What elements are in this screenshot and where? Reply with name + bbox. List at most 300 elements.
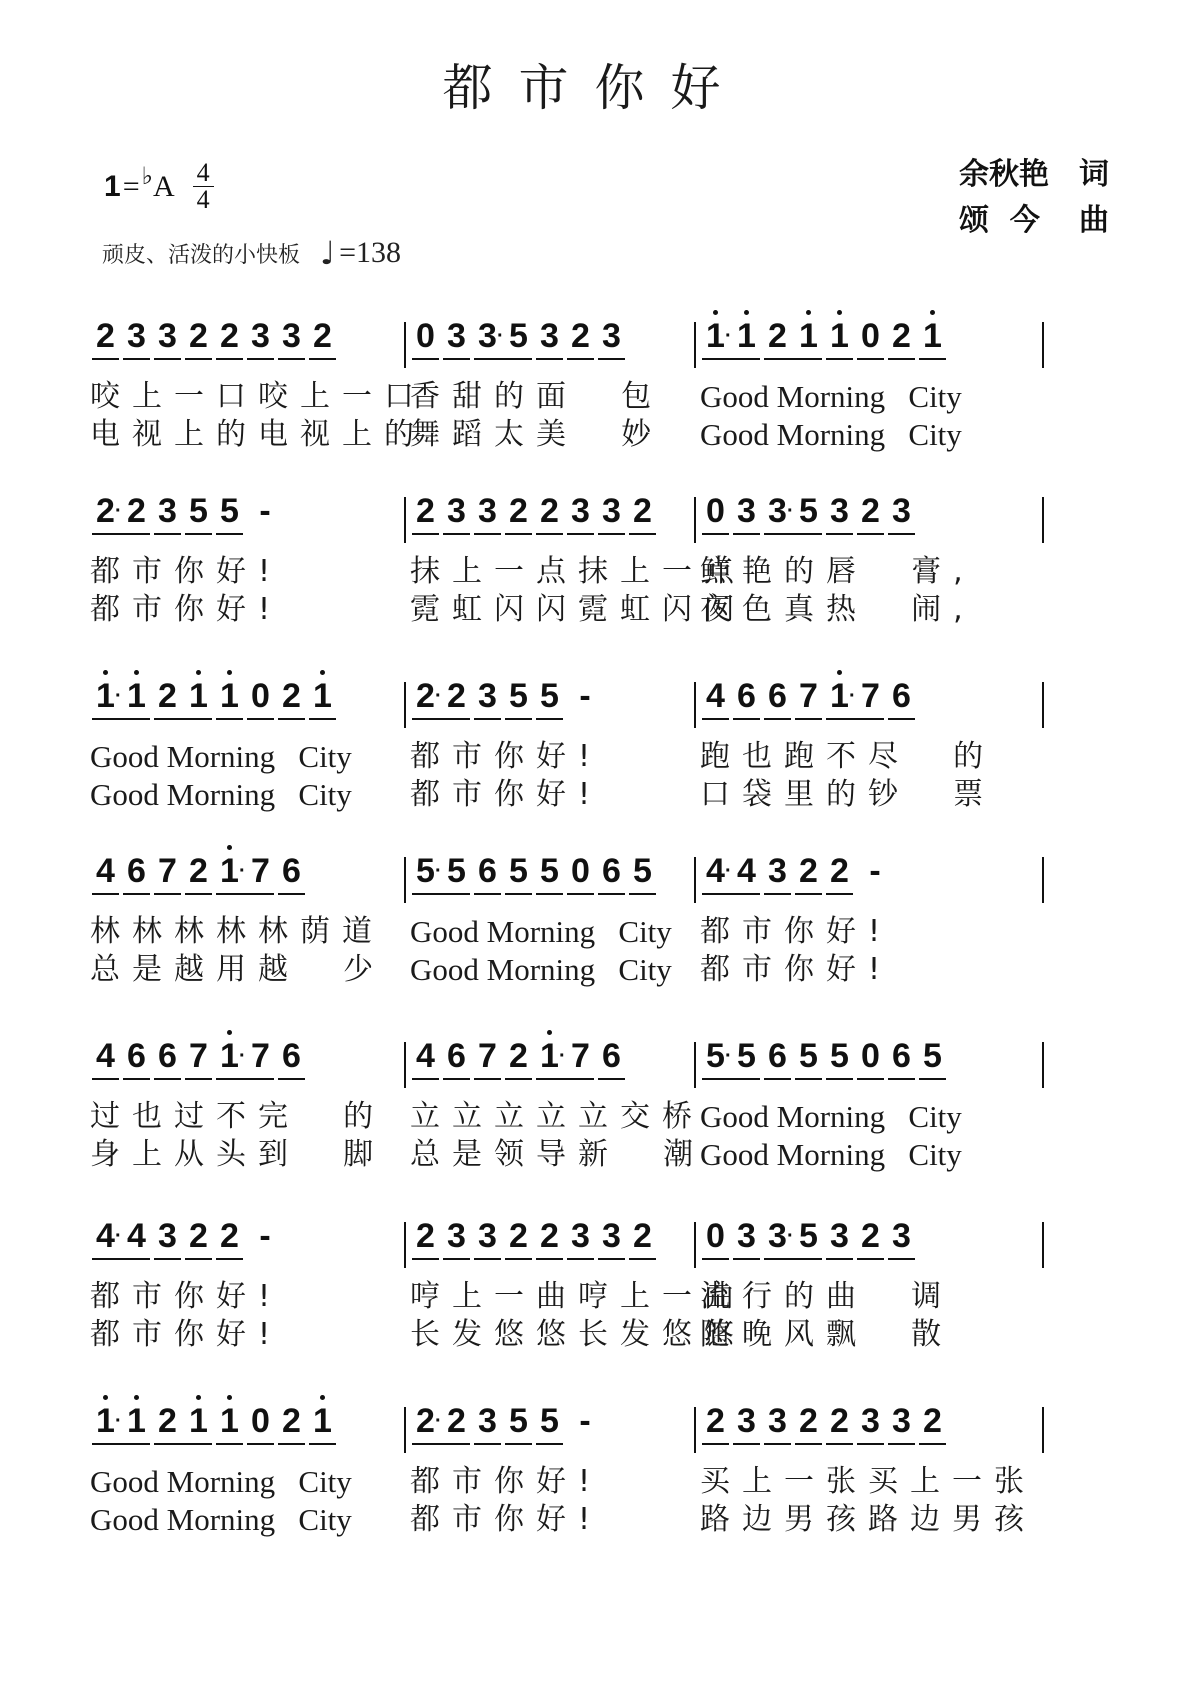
barline bbox=[404, 1407, 406, 1453]
note: 5 bbox=[799, 1037, 818, 1075]
note-group bbox=[410, 1036, 441, 1080]
note-group bbox=[731, 1216, 762, 1260]
note: 4 bbox=[416, 1037, 435, 1075]
measure bbox=[90, 650, 338, 720]
note-group bbox=[90, 316, 121, 360]
note: 2 bbox=[509, 1217, 528, 1255]
note-group bbox=[762, 1401, 793, 1445]
barline bbox=[694, 497, 696, 543]
augmentation-dot: · bbox=[787, 500, 794, 522]
notes-row bbox=[90, 825, 1090, 895]
augmentation-dot: · bbox=[115, 500, 122, 522]
note: 2 bbox=[923, 1402, 942, 1440]
notes-row bbox=[90, 650, 1090, 720]
note-group bbox=[121, 1036, 152, 1080]
note-group bbox=[441, 1036, 472, 1080]
barline bbox=[1042, 1222, 1044, 1268]
note: 3 bbox=[602, 1217, 621, 1255]
note: 4 bbox=[127, 1217, 146, 1255]
key-note: A bbox=[152, 169, 175, 203]
note: 7 bbox=[799, 677, 818, 715]
note: 2 bbox=[416, 492, 435, 530]
augmentation-dot: · bbox=[115, 1410, 122, 1432]
note-group bbox=[700, 316, 762, 360]
note: 2 bbox=[799, 852, 818, 890]
lyric-line-2 bbox=[90, 776, 1090, 814]
note-group bbox=[731, 676, 762, 720]
lyric-line-2 bbox=[90, 1316, 1090, 1354]
lyric-line-1 bbox=[90, 738, 1090, 776]
lyric-segment: Good Morning City bbox=[700, 1137, 962, 1172]
note: 2 bbox=[509, 492, 528, 530]
note: 6 bbox=[737, 677, 756, 715]
note: 3 bbox=[737, 492, 756, 530]
barline bbox=[1042, 322, 1044, 368]
note-group bbox=[152, 676, 214, 720]
note-group bbox=[596, 1216, 627, 1260]
note: 2 bbox=[892, 317, 911, 355]
sustain-dash: - bbox=[579, 1402, 591, 1440]
augmentation-dot: · bbox=[559, 1045, 566, 1067]
lyric-line-2 bbox=[90, 1136, 1090, 1174]
lyric-segment: 都市你好! bbox=[410, 777, 603, 812]
note-group bbox=[245, 316, 276, 360]
note: 0 bbox=[861, 317, 880, 355]
notes-row bbox=[90, 1010, 1090, 1080]
note: 1 bbox=[824, 676, 855, 716]
note: 2 bbox=[633, 492, 652, 530]
barline bbox=[1042, 857, 1044, 903]
barline bbox=[694, 682, 696, 728]
note: 2 bbox=[313, 317, 332, 355]
note-group bbox=[472, 1036, 503, 1080]
song-title: 都市你好 bbox=[442, 59, 747, 117]
augmentation-dot: · bbox=[435, 1410, 442, 1432]
barline bbox=[404, 322, 406, 368]
note: 6 bbox=[447, 1037, 466, 1075]
note: 3 bbox=[447, 1217, 466, 1255]
note-group bbox=[700, 491, 731, 535]
augmentation-dot: · bbox=[239, 1045, 246, 1067]
note-group bbox=[410, 1216, 441, 1260]
note-group bbox=[700, 1216, 731, 1260]
note: 2 bbox=[189, 317, 208, 355]
lyric-segment: 过也过不完 的 bbox=[90, 1099, 386, 1134]
note-group bbox=[472, 851, 503, 895]
note-group bbox=[534, 851, 565, 895]
note-group bbox=[214, 1401, 245, 1445]
note: 6 bbox=[127, 1037, 146, 1075]
time-signature-denominator: 4 bbox=[196, 185, 210, 214]
note: 1 bbox=[90, 676, 121, 716]
note: 5 bbox=[923, 1037, 942, 1075]
note: 3 bbox=[768, 852, 787, 890]
key-equals: = bbox=[122, 169, 140, 203]
lyric-segment: 都市你好! bbox=[410, 1464, 603, 1499]
system bbox=[90, 1010, 1090, 1174]
tempo-expression: 顽皮、活泼的小快板 bbox=[102, 242, 301, 268]
note: 1 bbox=[534, 1036, 565, 1076]
lyricist-role: 词 bbox=[1079, 157, 1109, 192]
note-group bbox=[700, 676, 731, 720]
note-group bbox=[762, 491, 824, 535]
note: 2 bbox=[416, 1217, 435, 1255]
note: 1 bbox=[700, 316, 731, 356]
augmentation-dot: · bbox=[787, 1225, 794, 1247]
time-signature-numerator: 4 bbox=[193, 160, 214, 187]
note-group bbox=[410, 676, 472, 720]
note: 5 bbox=[540, 677, 559, 715]
note: 3 bbox=[127, 317, 146, 355]
note-group bbox=[886, 1401, 917, 1445]
system bbox=[90, 1190, 1090, 1354]
note-group bbox=[90, 491, 152, 535]
note: 3 bbox=[478, 1402, 497, 1440]
note: 5 bbox=[509, 1402, 528, 1440]
lyric-segment: 随晚风飘 散 bbox=[700, 1317, 954, 1352]
measure bbox=[700, 465, 917, 535]
augmentation-dot: · bbox=[239, 860, 246, 882]
note: 0 bbox=[706, 1217, 725, 1255]
barline bbox=[1042, 1042, 1044, 1088]
note: 3 bbox=[158, 317, 177, 355]
note: 1 bbox=[90, 1401, 121, 1441]
lyric-segment: 买上一张买上一张 bbox=[700, 1464, 1036, 1499]
note-group bbox=[214, 316, 245, 360]
note: 2 bbox=[158, 677, 177, 715]
note: 1 bbox=[917, 316, 948, 356]
system bbox=[90, 650, 1090, 814]
note: 3 bbox=[478, 677, 497, 715]
note: 3 bbox=[861, 1402, 880, 1440]
note-group bbox=[410, 1401, 472, 1445]
note: 3 bbox=[571, 1217, 590, 1255]
lyric-segment: 长发悠悠长发悠悠 bbox=[410, 1317, 746, 1352]
note-group bbox=[214, 1216, 245, 1260]
lyric-line-1 bbox=[90, 553, 1090, 591]
lyric-segment: 鲜艳的唇 膏, bbox=[700, 554, 975, 589]
note-group bbox=[700, 851, 762, 895]
note-group bbox=[121, 851, 152, 895]
note-group bbox=[90, 1401, 152, 1445]
note: 6 bbox=[282, 1037, 301, 1075]
note-group bbox=[886, 676, 917, 720]
note: 3 bbox=[478, 317, 497, 355]
note: 6 bbox=[127, 852, 146, 890]
note-group bbox=[503, 676, 534, 720]
note-group bbox=[917, 1036, 948, 1080]
note: 7 bbox=[478, 1037, 497, 1075]
note: 0 bbox=[571, 852, 590, 890]
measure bbox=[410, 290, 627, 360]
lyric-segment: 口袋里的钞 票 bbox=[700, 777, 996, 812]
lyric-segment: Good Morning City bbox=[410, 914, 672, 949]
augmentation-dot: · bbox=[725, 1045, 732, 1067]
note-group bbox=[214, 491, 245, 535]
note-group bbox=[700, 1036, 762, 1080]
note-group bbox=[276, 1036, 307, 1080]
barline bbox=[404, 1042, 406, 1088]
note: 3 bbox=[768, 1402, 787, 1440]
note: 4 bbox=[96, 1037, 115, 1075]
note: 2 bbox=[768, 317, 787, 355]
lyric-segment: 哼上一曲哼上一曲 bbox=[410, 1279, 746, 1314]
sustain-dash: - bbox=[869, 852, 881, 890]
composer-role: 曲 bbox=[1079, 203, 1109, 238]
note: 5 bbox=[220, 492, 239, 530]
system bbox=[90, 465, 1090, 629]
note: 5 bbox=[189, 492, 208, 530]
note-group bbox=[410, 316, 441, 360]
barline bbox=[694, 1222, 696, 1268]
note-group bbox=[472, 1401, 503, 1445]
sustain-dash: - bbox=[259, 492, 271, 530]
note-group bbox=[627, 1216, 658, 1260]
lyricist-credit bbox=[959, 152, 1109, 198]
note-group bbox=[183, 491, 214, 535]
note: 3 bbox=[892, 1217, 911, 1255]
lyric-segment: 夜色真热 闹, bbox=[700, 592, 975, 627]
tempo-marking bbox=[102, 234, 401, 272]
note-group bbox=[793, 851, 824, 895]
lyric-segment: Good Morning City bbox=[700, 379, 962, 414]
note: 2 bbox=[282, 677, 301, 715]
note-group bbox=[855, 491, 886, 535]
note: 1 bbox=[307, 1401, 338, 1441]
note: 0 bbox=[251, 1402, 270, 1440]
note-group bbox=[152, 1036, 183, 1080]
notes-row bbox=[90, 1190, 1090, 1260]
note-group bbox=[534, 1216, 565, 1260]
lyric-segment: 都市你好! bbox=[700, 952, 893, 987]
note-group bbox=[183, 316, 214, 360]
augmentation-dot: · bbox=[849, 685, 856, 707]
lyric-segment: 路边男孩路边男孩 bbox=[700, 1502, 1036, 1537]
note: 2 bbox=[799, 1402, 818, 1440]
note: 2 bbox=[220, 1217, 239, 1255]
measure bbox=[90, 1010, 307, 1080]
note: 0 bbox=[706, 492, 725, 530]
note-group bbox=[245, 491, 285, 535]
note: 2 bbox=[416, 1402, 435, 1440]
note: 2 bbox=[220, 317, 239, 355]
lyric-segment: Good Morning City bbox=[90, 1502, 352, 1537]
note-group bbox=[152, 1401, 214, 1445]
note: 2 bbox=[447, 1402, 466, 1440]
note-group bbox=[596, 316, 627, 360]
lyric-segment: 跑也跑不尽 的 bbox=[700, 739, 996, 774]
lyric-segment: Good Morning City bbox=[700, 417, 962, 452]
note: 2 bbox=[861, 492, 880, 530]
note: 5 bbox=[509, 317, 528, 355]
note: 7 bbox=[861, 677, 880, 715]
note-group bbox=[886, 316, 917, 360]
note-group bbox=[824, 316, 855, 360]
lyric-segment: 都市你好! bbox=[90, 554, 283, 589]
note: 5 bbox=[799, 1217, 818, 1255]
note: 6 bbox=[602, 852, 621, 890]
note: 1 bbox=[121, 1401, 152, 1441]
note: 3 bbox=[768, 492, 787, 530]
note-group bbox=[276, 316, 307, 360]
note-group bbox=[596, 491, 627, 535]
note-group bbox=[276, 676, 307, 720]
note-group bbox=[762, 316, 824, 360]
note-group bbox=[276, 851, 307, 895]
note: 1 bbox=[121, 676, 152, 716]
note: 6 bbox=[158, 1037, 177, 1075]
note: 3 bbox=[251, 317, 270, 355]
note: 3 bbox=[540, 317, 559, 355]
lyric-segment: 抹上一点抹上一点 bbox=[410, 554, 746, 589]
note: 3 bbox=[892, 492, 911, 530]
note-group bbox=[596, 1036, 627, 1080]
measure bbox=[700, 1375, 948, 1445]
note: 5 bbox=[540, 1402, 559, 1440]
measure bbox=[700, 290, 948, 360]
note: 2 bbox=[189, 852, 208, 890]
note: 2 bbox=[706, 1402, 725, 1440]
note-group bbox=[214, 1036, 276, 1080]
lyric-segment: 都市你好! bbox=[410, 739, 603, 774]
note: 1 bbox=[183, 1401, 214, 1441]
note-group bbox=[793, 1401, 824, 1445]
barline bbox=[404, 497, 406, 543]
lyric-segment: 霓虹闪闪霓虹闪闪 bbox=[410, 592, 746, 627]
barline bbox=[1042, 497, 1044, 543]
lyric-segment: 都市你好! bbox=[90, 1279, 283, 1314]
note: 1 bbox=[214, 676, 245, 716]
note-group bbox=[534, 1401, 565, 1445]
lyric-segment: Good Morning City bbox=[90, 739, 352, 774]
barline bbox=[1042, 1407, 1044, 1453]
lyric-segment: Good Morning City bbox=[90, 777, 352, 812]
note-group bbox=[855, 1036, 886, 1080]
note: 5 bbox=[416, 852, 435, 890]
note-group bbox=[152, 491, 183, 535]
note-group bbox=[824, 1216, 855, 1260]
note: 2 bbox=[96, 492, 115, 530]
measure bbox=[410, 1190, 658, 1260]
lyric-line-1 bbox=[90, 1098, 1090, 1136]
tempo-bpm: =138 bbox=[339, 236, 402, 269]
barline bbox=[404, 1222, 406, 1268]
note-group bbox=[307, 1401, 338, 1445]
note: 7 bbox=[571, 1037, 590, 1075]
lyric-line-1 bbox=[90, 913, 1090, 951]
sustain-dash: - bbox=[579, 677, 591, 715]
note-group bbox=[152, 1216, 183, 1260]
note-group bbox=[855, 1216, 886, 1260]
augmentation-dot: · bbox=[725, 860, 732, 882]
note: 5 bbox=[509, 677, 528, 715]
note: 3 bbox=[892, 1402, 911, 1440]
note: 6 bbox=[282, 852, 301, 890]
lyric-segment: 咬上一口咬上一口 bbox=[90, 379, 426, 414]
note-group bbox=[886, 1036, 917, 1080]
note-group bbox=[307, 316, 338, 360]
measure bbox=[410, 825, 658, 895]
note: 2 bbox=[830, 1402, 849, 1440]
note-group bbox=[855, 316, 886, 360]
note-group bbox=[824, 676, 886, 720]
system bbox=[90, 825, 1090, 989]
note: 2 bbox=[416, 677, 435, 715]
measure bbox=[90, 465, 285, 535]
lyric-segment: Good Morning City bbox=[700, 1099, 962, 1134]
note-group bbox=[627, 851, 658, 895]
measure bbox=[700, 1190, 917, 1260]
note: 6 bbox=[892, 1037, 911, 1075]
lyric-segment: 电视上的电视上的 bbox=[90, 417, 426, 452]
note-group bbox=[503, 1216, 534, 1260]
note-group bbox=[627, 491, 658, 535]
note-group bbox=[276, 1401, 307, 1445]
note: 5 bbox=[706, 1037, 725, 1075]
note: 4 bbox=[737, 852, 756, 890]
lyric-line-2 bbox=[90, 951, 1090, 989]
note-group bbox=[762, 851, 793, 895]
note-group bbox=[503, 1401, 534, 1445]
note: 3 bbox=[282, 317, 301, 355]
note: 5 bbox=[540, 852, 559, 890]
note-group bbox=[565, 676, 605, 720]
note: 6 bbox=[478, 852, 497, 890]
note-group bbox=[152, 316, 183, 360]
lyricist-name: 余秋艳 bbox=[959, 157, 1049, 192]
note-group bbox=[824, 1401, 855, 1445]
barline bbox=[694, 322, 696, 368]
note-group bbox=[824, 491, 855, 535]
note-group bbox=[183, 1036, 214, 1080]
note-group bbox=[214, 676, 245, 720]
note: 2 bbox=[158, 1402, 177, 1440]
note: 4 bbox=[706, 852, 725, 890]
note: 4 bbox=[706, 677, 725, 715]
note-group bbox=[534, 1036, 596, 1080]
measure bbox=[700, 1010, 948, 1080]
lyric-line-1 bbox=[90, 1278, 1090, 1316]
note: 5 bbox=[633, 852, 652, 890]
note: 3 bbox=[478, 1217, 497, 1255]
composer-credit bbox=[959, 198, 1109, 244]
note: 2 bbox=[189, 1217, 208, 1255]
lyric-segment: 身上从头到 脚 bbox=[90, 1137, 386, 1172]
note-group bbox=[565, 1216, 596, 1260]
lyric-segment: 总是越用越 少 bbox=[90, 952, 386, 987]
note: 1 bbox=[183, 676, 214, 716]
note-group bbox=[245, 676, 276, 720]
note: 2 bbox=[633, 1217, 652, 1255]
augmentation-dot: · bbox=[725, 325, 732, 347]
note: 1 bbox=[214, 1036, 245, 1076]
note: 5 bbox=[447, 852, 466, 890]
note-group bbox=[824, 851, 855, 895]
lyric-segment: Good Morning City bbox=[410, 952, 672, 987]
note-group bbox=[534, 676, 565, 720]
lyric-segment: 总是领导新 潮 bbox=[410, 1137, 706, 1172]
note: 1 bbox=[214, 851, 245, 891]
note-group bbox=[503, 1036, 534, 1080]
note: 6 bbox=[602, 1037, 621, 1075]
flat-icon: ♭ bbox=[141, 164, 153, 190]
note: 0 bbox=[251, 677, 270, 715]
note-group bbox=[762, 1036, 793, 1080]
note-group bbox=[534, 316, 565, 360]
note-group bbox=[700, 1401, 731, 1445]
note: 3 bbox=[158, 492, 177, 530]
augmentation-dot: · bbox=[435, 860, 442, 882]
